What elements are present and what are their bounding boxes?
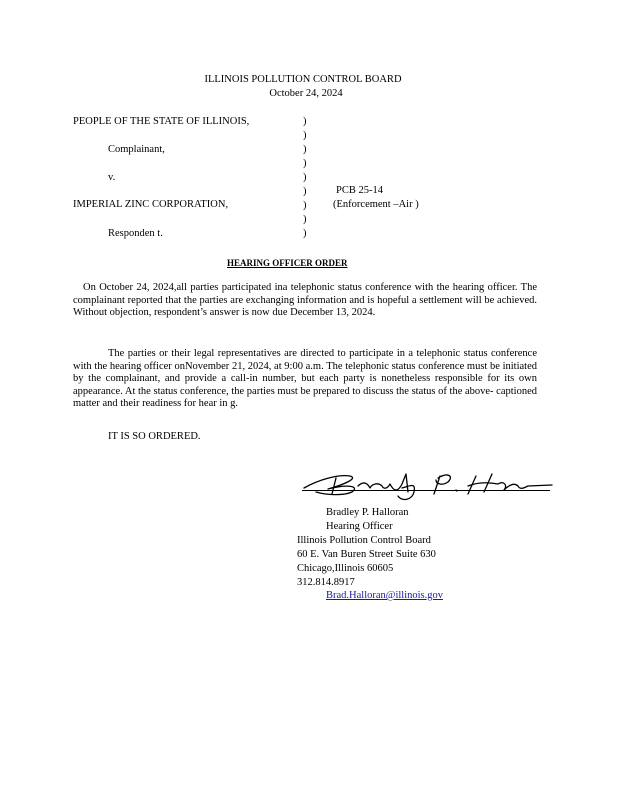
versus-label: v. (108, 172, 116, 183)
agency-name: ILLINOIS POLLUTION CONTROL BOARD (204, 74, 402, 85)
case-number: PCB 25-14 (336, 185, 383, 196)
caption-paren: ) (303, 228, 307, 239)
case-type: (Enforcement –Air ) (333, 199, 419, 210)
signature-line (302, 490, 550, 491)
signature-image (298, 462, 558, 507)
caption-paren: ) (303, 116, 307, 127)
signer-address: 60 E. Van Buren Street Suite 630 (297, 549, 436, 560)
caption-paren: ) (303, 158, 307, 169)
caption-paren: ) (303, 144, 307, 155)
signer-org: Illinois Pollution Control Board (297, 535, 431, 546)
signer-phone: 312.814.8917 (297, 577, 355, 588)
plaintiff-name: PEOPLE OF THE STATE OF ILLINOIS, (73, 116, 250, 127)
caption-paren: ) (303, 130, 307, 141)
caption-paren: ) (303, 172, 307, 183)
document-title: HEARING OFFICER ORDER (227, 258, 348, 268)
defendant-name: IMPERIAL ZINC CORPORATION, (73, 199, 229, 210)
caption-paren: ) (303, 214, 307, 225)
caption-paren: ) (303, 200, 307, 211)
paragraph-directive: The parties or their legal representatives are directed to participate in a telephonic status conference with the hearing officer onNovember 21, 2024, at 9:00 a.m. The telephonic status conference must be initiated by the complainant, and provide a call-in number, but each party is nonetheless responsible for its own appearance. At the status conference, the parties must be prepared to discuss the status of the above- captioned matter and their readiness for hear in g. (73, 348, 537, 410)
caption-paren: ) (303, 186, 307, 197)
complainant-label: Complainant, (108, 144, 165, 155)
signer-city: Chicago,Illinois 60605 (297, 563, 394, 574)
so-ordered: IT IS SO ORDERED. (108, 431, 201, 442)
signer-email-link[interactable]: Brad.Halloran@illinois.gov (326, 590, 443, 601)
respondent-label: Responden t. (108, 228, 163, 239)
signer-role: Hearing Officer (326, 521, 393, 532)
paragraph-status: On October 24, 2024,all parties participated ina telephonic status conference with the hearing officer. The complainant reported that the parties are exchanging information and is hopeful a settlement will be achieved. Without objection, respondent’s answer is now due December 13, 2024. (73, 282, 537, 319)
order-date: October 24, 2024 (269, 88, 343, 99)
signer-name: Bradley P. Halloran (326, 507, 409, 518)
